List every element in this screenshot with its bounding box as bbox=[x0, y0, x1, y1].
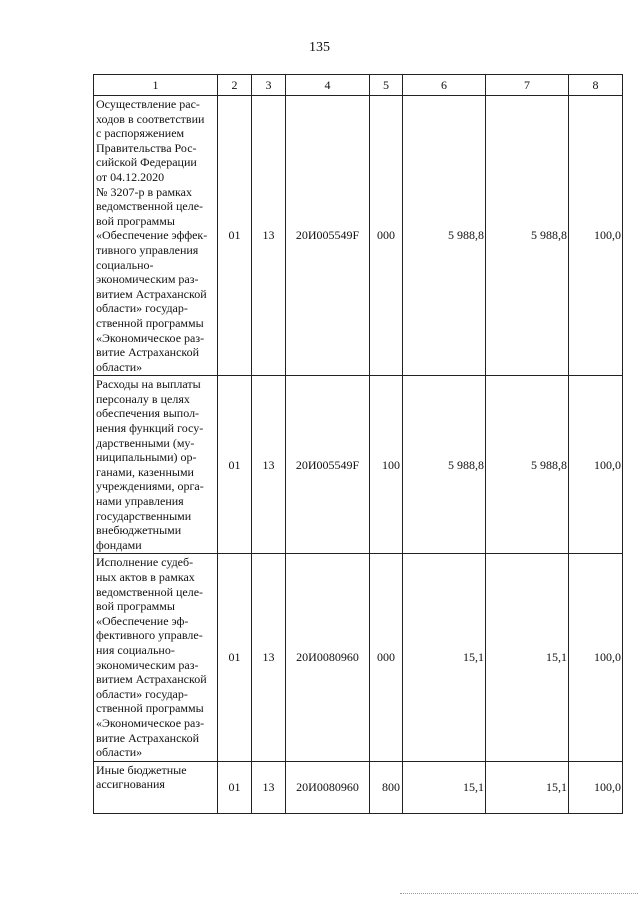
desc-line: области» bbox=[96, 359, 143, 374]
execution-percent: 100,0 bbox=[569, 554, 623, 761]
row-description bbox=[94, 554, 218, 761]
header-cell: 1 bbox=[94, 75, 218, 96]
subsection-code: 13 bbox=[252, 376, 286, 554]
desc-line: ния социально- bbox=[96, 642, 175, 657]
expense-type-code: 800 bbox=[370, 761, 403, 813]
desc-line: «Экономическое раз- bbox=[96, 715, 205, 730]
desc-line: ных актов в рамках bbox=[96, 570, 195, 584]
execution-percent: 100,0 bbox=[569, 761, 623, 813]
desc-line: ственной программы bbox=[96, 315, 204, 330]
target-article-code: 20И005549F bbox=[286, 96, 370, 376]
desc-line: вой программы bbox=[96, 599, 175, 614]
desc-line: экономическим раз- bbox=[96, 657, 199, 672]
header-cell: 2 bbox=[218, 75, 252, 96]
table-row bbox=[94, 96, 623, 376]
header-cell: 6 bbox=[403, 75, 486, 96]
desc-line: витие Астраханской bbox=[96, 345, 200, 360]
desc-line: ведомственной целе- bbox=[96, 199, 204, 214]
desc-line: нения функций госу- bbox=[96, 421, 204, 436]
page-number: 135 bbox=[309, 40, 330, 55]
desc-line: Правительства Рос- bbox=[96, 140, 197, 155]
row-description bbox=[94, 376, 218, 554]
actual-amount: 15,1 bbox=[486, 761, 569, 813]
budget-table bbox=[93, 74, 623, 814]
desc-line: фондами bbox=[96, 537, 142, 552]
plan-amount: 15,1 bbox=[403, 761, 486, 813]
desc-line: тивного управления bbox=[96, 242, 199, 257]
expense-type-code: 100 bbox=[370, 376, 403, 554]
desc-line: персоналу в целях bbox=[96, 391, 190, 406]
desc-line: Иные бюджетные bbox=[96, 762, 187, 777]
desc-line: области» государ- bbox=[96, 301, 188, 316]
desc-line: витием Астраханской bbox=[96, 672, 207, 687]
actual-amount: 15,1 bbox=[486, 554, 569, 761]
desc-line: «Экономическое раз- bbox=[96, 330, 205, 345]
desc-line: «Обеспечение эф- bbox=[96, 613, 189, 628]
execution-percent: 100,0 bbox=[569, 376, 623, 554]
target-article-code: 20И005549F bbox=[286, 376, 370, 554]
header-cell: 7 bbox=[486, 75, 569, 96]
target-article-code: 20И0080960 bbox=[286, 554, 370, 761]
row-description bbox=[94, 761, 218, 813]
subsection-code: 13 bbox=[252, 96, 286, 376]
row-description bbox=[94, 96, 218, 376]
expense-type-code: 000 bbox=[370, 554, 403, 761]
table-row bbox=[94, 376, 623, 554]
actual-amount: 5 988,8 bbox=[486, 96, 569, 376]
desc-line: сийской Федерации bbox=[96, 155, 197, 170]
section-code: 01 bbox=[218, 96, 252, 376]
section-code: 01 bbox=[218, 761, 252, 813]
desc-line: Исполнение судеб- bbox=[96, 555, 194, 570]
desc-line: ведомственной целе- bbox=[96, 584, 204, 599]
desc-line: области» государ- bbox=[96, 686, 188, 701]
actual-amount: 5 988,8 bbox=[486, 376, 569, 554]
desc-line: обеспечения выпол- bbox=[96, 406, 200, 421]
desc-line: фективного управле- bbox=[96, 628, 203, 643]
desc-line: области» bbox=[96, 745, 143, 760]
subsection-code: 13 bbox=[252, 761, 286, 813]
expense-type-code: 000 bbox=[370, 96, 403, 376]
plan-amount: 5 988,8 bbox=[403, 376, 486, 554]
scan-artifact-line bbox=[400, 893, 639, 895]
desc-line: витием Астраханской bbox=[96, 286, 207, 301]
section-code: 01 bbox=[218, 554, 252, 761]
section-code: 01 bbox=[218, 376, 252, 554]
desc-line: вой программы bbox=[96, 213, 175, 228]
desc-line: дарственными (му- bbox=[96, 435, 195, 450]
desc-line: ниципальными) ор- bbox=[96, 450, 197, 465]
plan-amount: 5 988,8 bbox=[403, 96, 486, 376]
plan-amount: 15,1 bbox=[403, 554, 486, 761]
desc-line: ассигнования bbox=[96, 777, 165, 792]
desc-line: внебюджетными bbox=[96, 523, 182, 538]
header-cell: 5 bbox=[370, 75, 403, 96]
desc-line: нами управления bbox=[96, 494, 184, 509]
desc-line: экономическим раз- bbox=[96, 272, 199, 287]
desc-line: с распоряжением bbox=[96, 126, 185, 141]
desc-line: государственными bbox=[96, 508, 192, 523]
target-article-code: 20И0080960 bbox=[286, 761, 370, 813]
desc-line: учреждениями, орга- bbox=[96, 479, 204, 494]
desc-line: № 3207-р в рамках bbox=[96, 184, 193, 199]
subsection-code: 13 bbox=[252, 554, 286, 761]
desc-line: ходов в соответствии bbox=[96, 111, 205, 126]
table-row bbox=[94, 761, 623, 813]
desc-line: ганами, казенными bbox=[96, 464, 194, 479]
header-cell: 3 bbox=[252, 75, 286, 96]
header-row bbox=[94, 75, 623, 96]
desc-line: витие Астраханской bbox=[96, 730, 200, 745]
desc-line: социально- bbox=[96, 257, 154, 272]
header-cell: 4 bbox=[286, 75, 370, 96]
execution-percent: 100,0 bbox=[569, 96, 623, 376]
desc-line: «Обеспечение эффек- bbox=[96, 228, 208, 243]
desc-line: Расходы на выплаты bbox=[96, 377, 201, 392]
desc-line: Осуществление рас- bbox=[96, 97, 200, 111]
desc-line: от 04.12.2020 bbox=[96, 169, 165, 184]
header-cell: 8 bbox=[569, 75, 623, 96]
table-row bbox=[94, 554, 623, 761]
desc-line: ственной программы bbox=[96, 701, 204, 716]
